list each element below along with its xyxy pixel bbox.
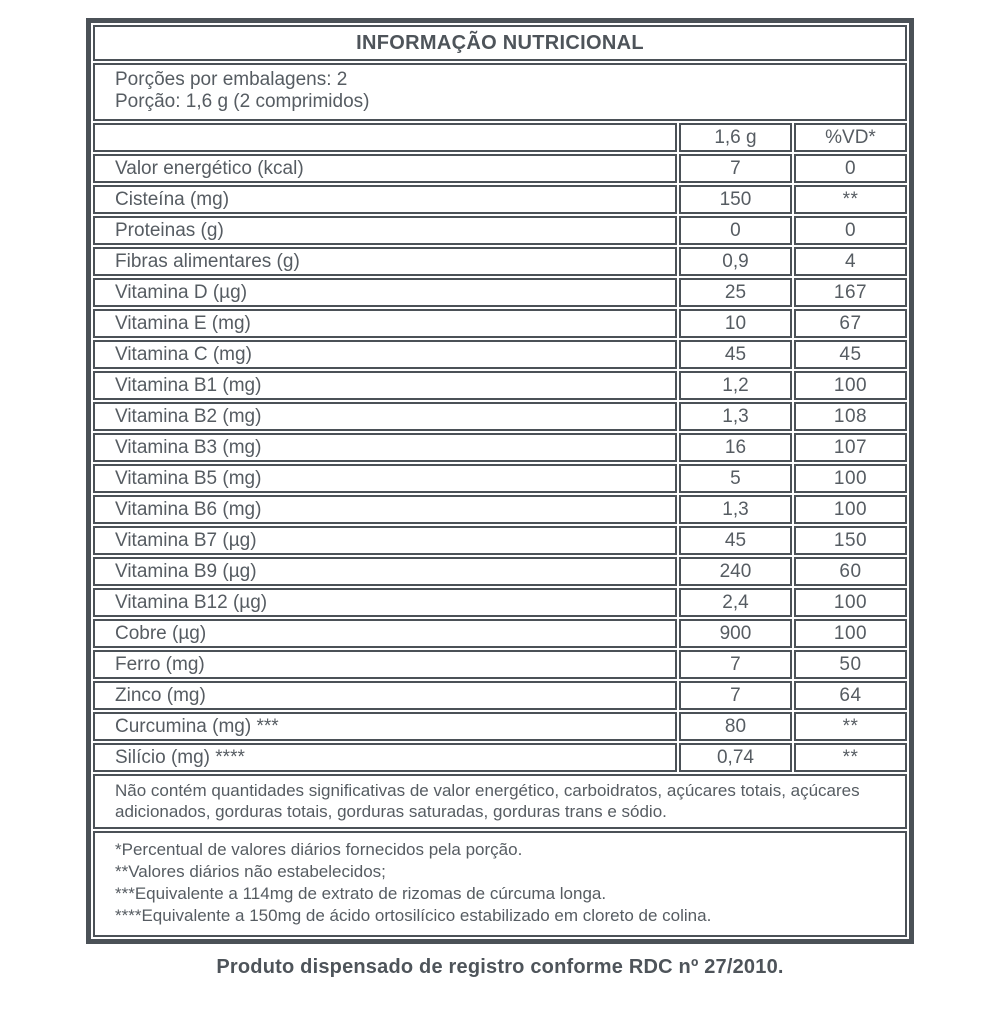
nutrient-label-cell: Vitamina B12 (µg) — [93, 588, 677, 617]
no-significant-note-row — [93, 774, 907, 829]
footnote-line: ****Equivalente a 150mg de ácido ortosilícico estabilizado em cloreto de colina. — [115, 906, 712, 925]
nutrient-label-cell: Vitamina C (mg) — [93, 340, 677, 369]
nutrient-dv-cell: 45 — [794, 340, 907, 369]
nutrient-dv-cell: ** — [794, 712, 907, 741]
nutrient-dv-cell: 150 — [794, 526, 907, 555]
nutrient-amount-cell: 5 — [679, 464, 792, 493]
nutrient-label-cell: Vitamina B3 (mg) — [93, 433, 677, 462]
nutrient-amount-cell: 1,2 — [679, 371, 792, 400]
nutrition-facts-panel — [86, 18, 914, 944]
nutrient-row — [93, 743, 907, 772]
footnotes-cell — [93, 831, 907, 937]
nutrient-amount-cell: 2,4 — [679, 588, 792, 617]
nutrient-row — [93, 681, 907, 710]
nutrient-amount-cell: 10 — [679, 309, 792, 338]
nutrient-row — [93, 371, 907, 400]
nutrient-dv-cell: 60 — [794, 557, 907, 586]
nutrient-amount-cell: 45 — [679, 526, 792, 555]
nutrient-label-cell: Vitamina B9 (µg) — [93, 557, 677, 586]
nutrient-dv-cell: 64 — [794, 681, 907, 710]
nutrient-row — [93, 340, 907, 369]
nutrient-row — [93, 278, 907, 307]
nutrient-row — [93, 216, 907, 245]
nutrient-dv-cell: 0 — [794, 154, 907, 183]
registration-caption: Produto dispensado de registro conforme RDC nº 27/2010. — [216, 956, 784, 978]
nutrient-label-cell: Vitamina B5 (mg) — [93, 464, 677, 493]
footnotes-row — [93, 831, 907, 937]
nutrient-dv-cell: 50 — [794, 650, 907, 679]
nutrient-row — [93, 154, 907, 183]
nutrient-amount-cell: 900 — [679, 619, 792, 648]
nutrient-amount-cell: 150 — [679, 185, 792, 214]
nutrient-dv-cell: ** — [794, 743, 907, 772]
nutrient-amount-cell: 240 — [679, 557, 792, 586]
nutrient-amount-cell: 0,74 — [679, 743, 792, 772]
nutrient-row — [93, 712, 907, 741]
nutrient-amount-cell: 25 — [679, 278, 792, 307]
footnote-line: **Valores diários não estabelecidos; — [115, 862, 386, 881]
nutrient-label-cell: Valor energético (kcal) — [93, 154, 677, 183]
nutrient-amount-cell: 0 — [679, 216, 792, 245]
nutrient-row — [93, 309, 907, 338]
serving-info — [93, 63, 907, 121]
column-header-row — [93, 123, 907, 152]
nutrient-amount-cell: 1,3 — [679, 402, 792, 431]
serving-size: Porção: 1,6 g (2 comprimidos) — [115, 91, 370, 112]
nutrient-amount-cell: 16 — [679, 433, 792, 462]
nutrient-label-cell: Proteinas (g) — [93, 216, 677, 245]
nutrition-table — [91, 23, 909, 939]
serving-row — [93, 63, 907, 121]
nutrient-row — [93, 185, 907, 214]
nutrient-row — [93, 588, 907, 617]
nutrient-dv-cell: ** — [794, 185, 907, 214]
nutrient-dv-cell: 108 — [794, 402, 907, 431]
nutrient-label-cell: Vitamina B6 (mg) — [93, 495, 677, 524]
nutrient-row — [93, 526, 907, 555]
nutrient-label-cell: Vitamina E (mg) — [93, 309, 677, 338]
nutrient-amount-cell: 7 — [679, 154, 792, 183]
nutrient-amount-cell: 1,3 — [679, 495, 792, 524]
column-header-amount: 1,6 g — [679, 123, 792, 152]
nutrient-row — [93, 650, 907, 679]
nutrient-dv-cell: 100 — [794, 495, 907, 524]
footnote-line: *Percentual de valores diários fornecidos pela porção. — [115, 840, 523, 859]
nutrient-row — [93, 433, 907, 462]
nutrient-dv-cell: 67 — [794, 309, 907, 338]
nutrient-dv-cell: 4 — [794, 247, 907, 276]
nutrient-label-cell: Fibras alimentares (g) — [93, 247, 677, 276]
nutrient-amount-cell: 7 — [679, 681, 792, 710]
nutrient-label-cell: Cisteína (mg) — [93, 185, 677, 214]
nutrient-label-cell: Vitamina B2 (mg) — [93, 402, 677, 431]
footnotes-list — [115, 839, 893, 927]
nutrient-label-cell: Vitamina D (µg) — [93, 278, 677, 307]
column-header-dv: %VD* — [794, 123, 907, 152]
nutrient-dv-cell: 100 — [794, 619, 907, 648]
nutrient-dv-cell: 100 — [794, 371, 907, 400]
footnote-line: ***Equivalente a 114mg de extrato de rizomas de cúrcuma longa. — [115, 884, 607, 903]
nutrient-amount-cell: 45 — [679, 340, 792, 369]
nutrient-row — [93, 619, 907, 648]
nutrient-row — [93, 464, 907, 493]
nutrient-label-cell: Silício (mg) **** — [93, 743, 677, 772]
nutrient-label-cell: Vitamina B7 (µg) — [93, 526, 677, 555]
nutrient-label-cell: Vitamina B1 (mg) — [93, 371, 677, 400]
nutrient-dv-cell: 100 — [794, 588, 907, 617]
panel-title: INFORMAÇÃO NUTRICIONAL — [93, 25, 907, 61]
nutrient-dv-cell: 107 — [794, 433, 907, 462]
nutrient-dv-cell: 0 — [794, 216, 907, 245]
nutrient-dv-cell: 167 — [794, 278, 907, 307]
nutrient-amount-cell: 7 — [679, 650, 792, 679]
nutrient-row — [93, 402, 907, 431]
nutrient-label-cell: Curcumina (mg) *** — [93, 712, 677, 741]
column-header-label-empty — [93, 123, 677, 152]
nutrient-label-cell: Ferro (mg) — [93, 650, 677, 679]
nutrient-row — [93, 557, 907, 586]
servings-per-package: Porções por embalagens: 2 — [115, 69, 348, 90]
nutrient-label-cell: Zinco (mg) — [93, 681, 677, 710]
nutrient-label-cell: Cobre (µg) — [93, 619, 677, 648]
nutrient-rows — [93, 154, 907, 772]
nutrient-dv-cell: 100 — [794, 464, 907, 493]
title-row — [93, 25, 907, 61]
nutrient-row — [93, 247, 907, 276]
nutrient-row — [93, 495, 907, 524]
nutrient-amount-cell: 0,9 — [679, 247, 792, 276]
nutrient-amount-cell: 80 — [679, 712, 792, 741]
no-significant-note: Não contém quantidades significativas de valor energético, carboidratos, açúcares totais, açúcares adicionados, gorduras totais, gorduras saturadas, gorduras trans e sódio. — [93, 774, 907, 829]
